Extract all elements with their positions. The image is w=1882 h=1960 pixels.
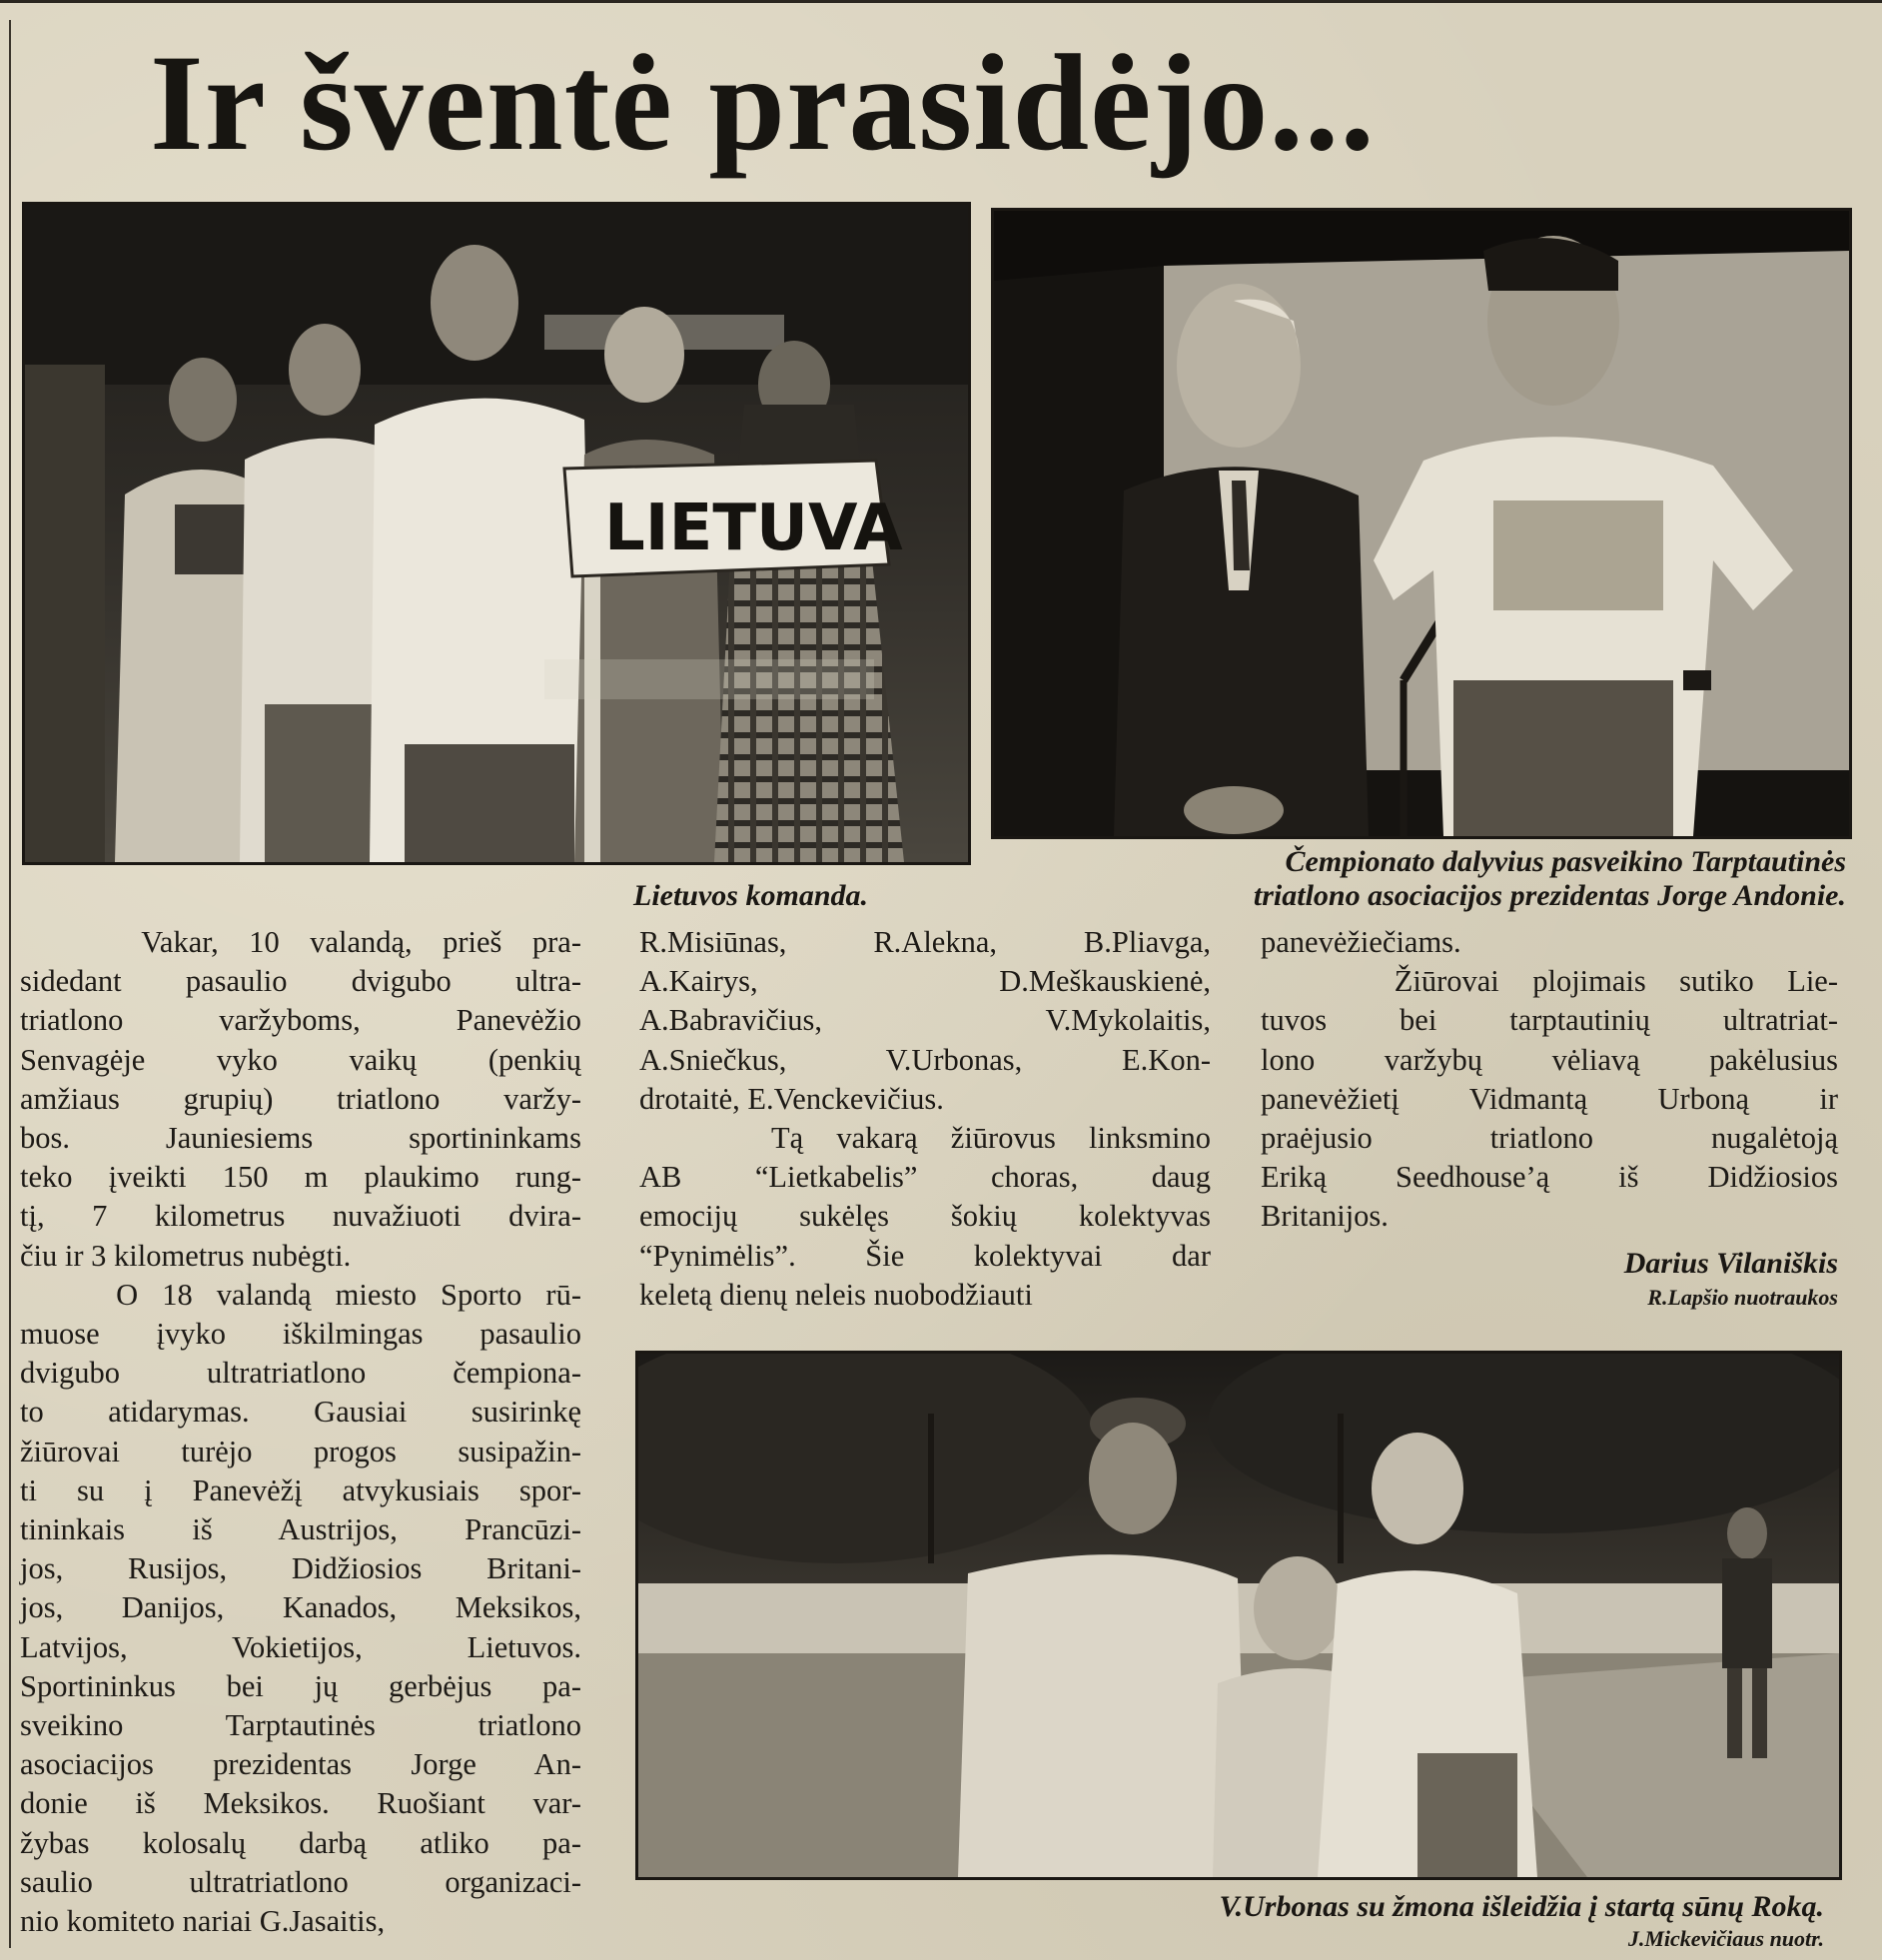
article-line: Žiūrovai plojimais sutiko Lie- bbox=[1261, 964, 1838, 999]
family-photo-caption: V.Urbonas su žmona išleidžia į startą sūnų Roką. bbox=[1219, 1890, 1824, 1923]
article-line: Britanijos. bbox=[1261, 1199, 1389, 1234]
article-line: “Pynimėlis”. Šie kolektyvai dar bbox=[639, 1238, 1211, 1273]
article-line: dvigubo ultratriatlono čempiona- bbox=[20, 1356, 581, 1391]
article-line: saulio ultratriatlono organizaci- bbox=[20, 1864, 581, 1899]
speakers-caption-line-2: triatlono asociacijos prezidentas Jorge Andonie. bbox=[1253, 879, 1846, 912]
article-line: žiūrovai turėjo progos susipažin- bbox=[20, 1434, 581, 1469]
left-column-rule bbox=[9, 20, 11, 1948]
article-column-2 bbox=[639, 923, 1211, 1315]
article-line: bos. Jauniesiems sportininkams bbox=[20, 1121, 581, 1156]
article-line: čiu ir 3 kilometrus nubėgti. bbox=[20, 1238, 352, 1273]
article-line: O 18 valandą miesto Sporto rū- bbox=[20, 1277, 581, 1312]
team-photo-caption: Lietuvos komanda. bbox=[633, 879, 869, 912]
article-line: panevėžiečiams. bbox=[1261, 925, 1461, 959]
article-column-3 bbox=[1261, 923, 1838, 1237]
article-line: Sportininkus bei jų gerbėjus pa- bbox=[20, 1668, 581, 1703]
article-line: triatlono varžyboms, Panevėžio bbox=[20, 1003, 581, 1038]
article-line: praėjusio triatlono nugalėtoją bbox=[1261, 1121, 1838, 1156]
article-line: teko įveikti 150 m plaukimo rung- bbox=[20, 1160, 581, 1195]
article-line: to atidarymas. Gausiai susirinkę bbox=[20, 1395, 581, 1430]
family-photo bbox=[635, 1351, 1842, 1880]
article-line: A.Sniečkus, V.Urbonas, E.Kon- bbox=[639, 1042, 1211, 1077]
article-line: muose įvyko iškilmingas pasaulio bbox=[20, 1317, 581, 1352]
article-line: jos, Danijos, Kanados, Meksikos, bbox=[20, 1590, 581, 1625]
article-line: donie iš Meksikos. Ruošiant var- bbox=[20, 1786, 581, 1821]
team-sign-text: LIETUVA bbox=[604, 491, 903, 565]
article-line: drotaitė, E.Venckevičius. bbox=[639, 1081, 944, 1116]
article-column-1 bbox=[20, 923, 581, 1941]
article-line: sveikino Tarptautinės triatlono bbox=[20, 1708, 581, 1743]
article-line: emocijų sukėlęs šokių kolektyvas bbox=[639, 1199, 1211, 1234]
article-line: Eriką Seedhouse’ą iš Didžiosios bbox=[1261, 1160, 1838, 1195]
speakers-caption-line-1: Čempionato dalyvius pasveikino Tarptautinės bbox=[1285, 845, 1846, 878]
article-line: ti su į Panevėžį atvykusiais spor- bbox=[20, 1472, 581, 1507]
family-photo-image bbox=[638, 1354, 1839, 1877]
article-line: tį, 7 kilometrus nuvažiuoti dvira- bbox=[20, 1199, 581, 1234]
article-line: žybas kolosalų darbą atliko pa- bbox=[20, 1825, 581, 1860]
article-line: Latvijos, Vokietijos, Lietuvos. bbox=[20, 1629, 581, 1664]
headline: Ir šventė prasidėjo... bbox=[150, 26, 1376, 179]
article-line: Senvagėje vyko vaikų (penkių bbox=[20, 1042, 581, 1077]
article-author: Darius Vilaniškis bbox=[1623, 1247, 1838, 1280]
team-photo bbox=[22, 202, 971, 865]
article-line: AB “Lietkabelis” choras, daug bbox=[639, 1160, 1211, 1195]
article-line: keletą dienų neleis nuobodžiauti bbox=[639, 1277, 1033, 1312]
family-photo-credit: J.Mickevičiaus nuotr. bbox=[1627, 1926, 1824, 1951]
article-line: panevėžietį Vidmantą Urboną ir bbox=[1261, 1081, 1838, 1116]
article-photo-credit: R.Lapšio nuotraukos bbox=[1647, 1285, 1838, 1310]
article-line: tininkais iš Austrijos, Prancūzi- bbox=[20, 1512, 581, 1547]
article-line: lono varžybų vėliavą pakėlusius bbox=[1261, 1042, 1838, 1077]
article-line: nio komiteto nariai G.Jasaitis, bbox=[20, 1904, 386, 1939]
article-line: tuvos bei tarptautinių ultratriat- bbox=[1261, 1003, 1838, 1038]
article-line: amžiaus grupių) triatlono varžy- bbox=[20, 1081, 581, 1116]
team-photo-image bbox=[25, 205, 968, 862]
article-line: sidedant pasaulio dvigubo ultra- bbox=[20, 964, 581, 999]
speakers-photo bbox=[991, 208, 1852, 839]
speakers-photo-image bbox=[994, 211, 1849, 836]
article-line: Tą vakarą žiūrovus linksmino bbox=[639, 1121, 1211, 1156]
article-line: jos, Rusijos, Didžiosios Britani- bbox=[20, 1551, 581, 1586]
top-rule bbox=[0, 0, 1882, 3]
article-line: R.Misiūnas, R.Alekna, B.Pliavga, bbox=[639, 925, 1211, 959]
article-line: A.Kairys, D.Meškauskienė, bbox=[639, 964, 1211, 999]
article-line: Vakar, 10 valandą, prieš pra- bbox=[20, 925, 581, 959]
article-line: asociacijos prezidentas Jorge An- bbox=[20, 1747, 581, 1782]
article-line: A.Babravičius, V.Mykolaitis, bbox=[639, 1003, 1211, 1038]
